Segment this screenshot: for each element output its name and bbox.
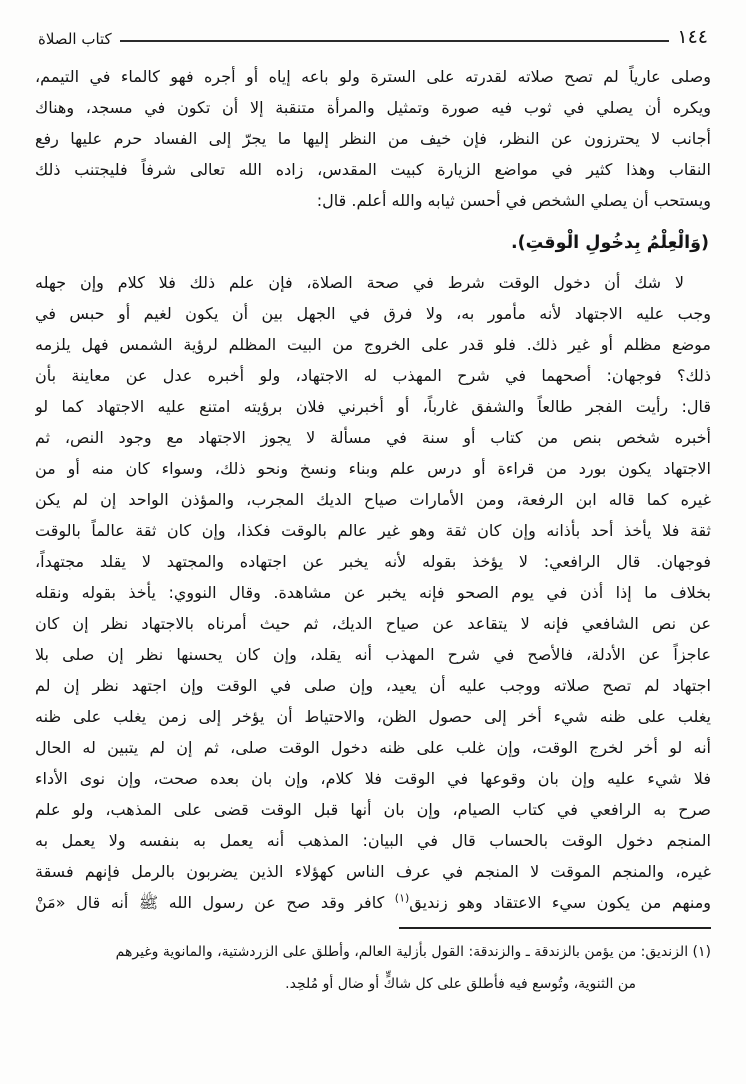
body-line: موضع مظلم أو غير ذلك. فلو قدر على الخروج من البيت المظلم لرؤية الشمس فهل يلزمه: [35, 335, 711, 354]
footnote-line: (١) الزنديق: من يؤمن بالزندقة ـ والزندقة: القول بأزلية العالم، وأطلق على الزردشتية، والمانوية وغيرهم: [115, 944, 711, 960]
page-body: [0, 48, 746, 918]
page-header: [0, 0, 746, 48]
book-title: كتاب الصلاة: [38, 30, 112, 48]
body-line: فلا شيء عليه وإن بان وقوعها في الوقت فلا كلام، وإن بان بعده صحت، وإن نوى الأداء: [35, 769, 711, 788]
body-line: أخبره شخص بنص من كتاب أو سنة في مسألة لا يجوز الاجتهاد مع وجود النص، ثم: [35, 428, 711, 447]
header-rule: [120, 40, 670, 42]
body-line: غيره، والمنجم الموقت لا المنجم في عرف الناس كهؤلاء الذين يضربون بالرمل فإنهم فسقة: [35, 862, 711, 881]
body-line: صرح به الرافعي في كتاب الصيام، وإن بان أنها قبل الوقت قضى على المذهب، ولو علم: [35, 800, 711, 819]
page-number: ١٤٤: [677, 26, 708, 48]
body-line: فوجهان. قال الرافعي: لا يؤخذ بقوله لأنه يخبر عن اجتهاده والمجتهد لا يقلد مجتهداً،: [35, 552, 711, 571]
body-line: يغلب على ظنه شيء أخر إلى حصول الظن، والاحتياط أن يؤخر إلى زمن يغلب على ظنه: [35, 707, 711, 726]
body-line: المنجم دخول الوقت بالحساب قال في البيان: المذهب أنه يعمل به بنفسه ولا يعمل به: [35, 831, 711, 850]
footnote-line: من الثنوية، وتُوسع فيه فأطلق على كل شاكٍّ أو ضال أو مُلحِد.: [285, 976, 636, 992]
body-line: ذلك؟ فوجهان: أصحهما في شرح المهذب له الاجتهاد، ولو أخبره عدل عن معاينة بأن: [35, 366, 711, 385]
body-line: وجب عليه الاجتهاد لأنه مأمور به، ولا فرق في الجهل بين أن يكون لغيم أو حبس في: [35, 304, 711, 323]
body-line: لا شك أن دخول الوقت شرط في صحة الصلاة، فإن علم ذلك فلا كلام وإن جهله: [35, 273, 684, 292]
body-line: أجانب لا يحترزون عن النظر، فإن خيف من النظر إليها ما يجرّ إلى الفساد حرم عليها رفع: [35, 129, 711, 148]
body-line: وصلى عارياً لم تصح صلاته لقدرته على السترة ولو باعه إياه أو أجره فهو كالماء في التيمم،: [35, 67, 711, 86]
body-line-text: كافر وقد صح عن رسول الله ﷺ أنه قال «مَنْ: [35, 893, 395, 912]
body-line: اجتهاد لم تصح صلاته ووجب عليه أن يعيد، وإن صلى في الوقت وإن اجتهد نظر إن لم: [35, 676, 711, 695]
body-line: أنه لو أخر لخرج الوقت، وإن غلب على ظنه دخول الوقت صلى، ثم إن لم يتبين له الحال: [35, 738, 711, 757]
footnote-separator: [399, 927, 711, 929]
body-line: ويستحب أن يصلي الشخص في أحسن ثيابه والله أعلم. قال:: [316, 191, 711, 210]
body-line: النقاب وهذا كثير في مواضع الزيارة كبيت المقدس، زاده الله تعالى شرفاً فليجتنب ذلك: [35, 160, 711, 179]
body-line: غيره كما قاله ابن الرفعة، ومن الأمارات صياح الديك المجرب، والمؤذن الواحد إن لم يكن: [35, 490, 711, 509]
body-line: [35, 887, 711, 918]
body-line: عاجزاً عن الأدلة، فالأصح في شرح المهذب أنه يقلد، وإن كان يحسنها نظر إن صلى بلا: [35, 645, 711, 664]
body-line: الاجتهاد يكون بورد من قراءة أو درس علم وبناء ونسخ ونحو ذلك، وسواء كان منه أو من: [35, 459, 711, 478]
body-line-text: ومنهم من يكون سيء الاعتقاد وهو زنديق: [409, 893, 711, 912]
chapter-heading: (وَالْعِلْمُ بِدخُولِ الْوقتِ).: [511, 233, 709, 253]
body-line: عن نص الشافعي فإنه لا يتقاعد عن صياح الديك، ثم حيث أمرناه بالاجتهاد نظر إن كان: [35, 614, 711, 633]
body-line: ويكره أن يصلي في ثوب فيه صورة وتمثيل والمرأة متنقبة إلا أن تكون في مسجد، وهناك: [35, 98, 711, 117]
body-line: قال: رأيت الفجر طالعاً والشفق غارباً، أو أخبرني فلان برؤيته امتنع عليه الاجتهاد كما لو: [35, 397, 711, 416]
footnote-ref-marker: (١): [394, 891, 410, 905]
body-line: بخلاف ما إذا أذن في يوم الصحو فإنه يخبر عن مشاهدة. وقال النووي: يأخذ بقوله ونقله: [35, 583, 711, 602]
footnote-area: [0, 927, 746, 1000]
body-line: ثقة فلا يأخذ أحد بأذانه وإن كان ثقة وهو غير عالم بالوقت فكذا، وإن كان ثقة عالماً بالوقت: [35, 521, 711, 540]
